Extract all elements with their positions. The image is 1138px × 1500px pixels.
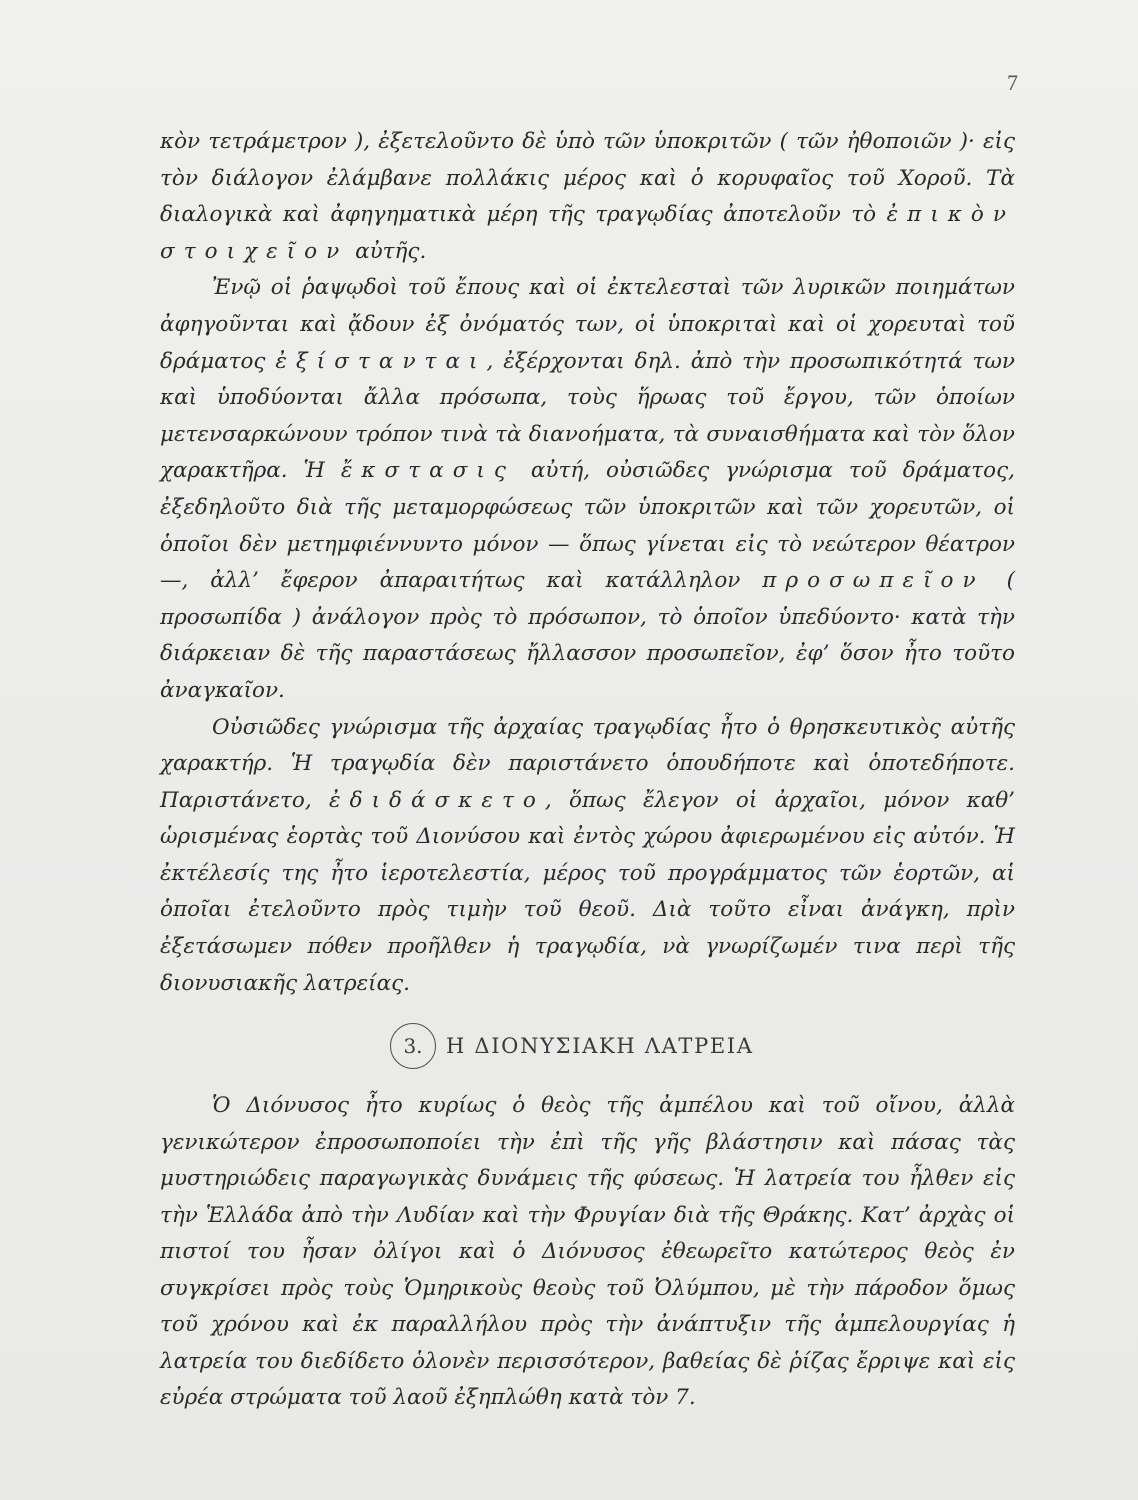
paragraph-2-spaced-term-1: ἐξίστανται xyxy=(275,348,487,374)
paragraph-3-text-a: Οὐσιῶδες γνώρισμα τῆς ἀρχαίας τραγῳδίας ἦτο ὁ θρησκευτικὸς αὐτῆς χαρακτήρ. Ἡ τραγῳδία δὲν παριστάνετο ὁπουδήποτε καὶ ὁποτεδήποτε. Παριστάνετο, xyxy=(160,714,1015,813)
paragraph-1-spaced-term: ἐπικὸν στοιχεῖον xyxy=(160,202,1015,264)
section-heading xyxy=(390,1022,754,1070)
paragraph-1-text-a: κὸν τετράμετρον ), ἐξετελοῦντο δὲ ὑπὸ τῶν ὑποκριτῶν ( τῶν ἠθοποιῶν )· εἰς τὸν διάλογον ἐλάμβανε πολλάκις μέρος καὶ ὁ κορυφαῖος τοῦ Χοροῦ. Τὰ διαλογικὰ καὶ ἀφηγηματικὰ μέρη τῆς τραγῳδίας ἀποτελοῦν τὸ xyxy=(160,129,1015,228)
paragraph-3 xyxy=(160,710,1015,1003)
paragraph-1-text-b: αὐτῆς. xyxy=(348,238,427,264)
page-number: 7 xyxy=(1007,70,1018,95)
section-title: Η ΔΙΟΝΥΣΙΑΚΗ ΛΑΤΡΕΙΑ xyxy=(446,1034,754,1058)
paragraph-2 xyxy=(160,270,1015,709)
paragraph-2-spaced-term-3: προσωπεῖον xyxy=(762,568,985,594)
paragraph-2-text-c: αὐτή, οὐσιῶδες γνώρισμα τοῦ δράματος, ἐξεδηλοῦτο διὰ τῆς μεταμορφώσεως τῶν ὑποκριτῶν καὶ τῶν χορευτῶν, οἱ ὁποῖοι δὲν μετημφιέννυντο μόνον — ὅπως γίνεται εἰς τὸ νεώτερον θέατρον —, ἀλλ’ ἔφερον ἀπαραιτήτως καὶ κατάλληλον xyxy=(160,458,1016,594)
paragraph-2-text-d: ( προσωπίδα ) ἀνάλογον πρὸς τὸ πρόσωπον, τὸ ὁποῖον ὑπεδύοντο· κατὰ τὴν διάρκειαν δὲ τῆς παραστάσεως ἤλλασσον προσωπεῖον, ἐφ’ ὅσον ἦτο τοῦτο ἀναγκαῖον. xyxy=(160,568,1015,703)
paragraph-1 xyxy=(160,124,1015,270)
paragraph-2-text-b: , ἐξέρχονται δηλ. ἀπὸ τὴν προσωπικότητά των καὶ ὑποδύονται ἄλλα πρόσωπα, τοὺς ἥρωας τοῦ ἔργου, τῶν ὁποίων μετενσαρκώνουν τρόπον τινὰ τὰ διανοήματα, τὰ συναισθήματα καὶ τὸν ὅλον χαρακτῆρα. Ἡ xyxy=(160,348,1015,484)
paragraph-2-spaced-term-2: ἔκστασις xyxy=(340,458,515,484)
text-block-lower xyxy=(160,1088,1015,1417)
paragraph-4: Ὁ Διόνυσος ἦτο κυρίως ὁ θεὸς τῆς ἀμπέλου καὶ τοῦ οἴνου, ἀλλὰ γενικώτερον ἐπροσωποποίει τὴν ἐπὶ τῆς γῆς βλάστησιν καὶ πάσας τὰς μυστηριώδεις παραγωγικὰς δυνάμεις τῆς φύσεως. Ἡ λατρεία του ἦλθεν εἰς τὴν Ἑλλάδα ἀπὸ τὴν Λυδίαν καὶ τὴν Φρυγίαν διὰ τῆς Θράκης. Κατ’ ἀρχὰς οἱ πιστοί του ἦσαν ὀλίγοι καὶ ὁ Διόνυσος ἐθεωρεῖτο κατώτερος θεὸς ἐν συγκρίσει πρὸς τοὺς Ὁμηρικοὺς θεοὺς τοῦ Ὀλύμπου, μὲ τὴν πάροδον ὅμως τοῦ χρόνου καὶ ἐκ παραλλήλου πρὸς τὴν ἀνάπτυξιν τῆς ἀμπελουργίας ἡ λατρεία του διεδίδετο ὁλονὲν περισσότερον, βαθείας δὲ ῥίζας ἔρριψε καὶ εἰς εὐρέα στρώματα τοῦ λαοῦ ἐξηπλώθη κατὰ τὸν 7. xyxy=(160,1093,1015,1410)
paragraph-2-text-a: Ἐνῷ οἱ ῥαψῳδοὶ τοῦ ἔπους καὶ οἱ ἐκτελεσταὶ τῶν λυρικῶν ποιημάτων ἀφηγοῦνται καὶ ᾄδουν ἐξ ὀνόματός των, οἱ ὑποκριταὶ καὶ οἱ χορευταὶ τοῦ δράματος xyxy=(160,275,1015,374)
text-block-upper xyxy=(160,124,1015,1002)
section-number: 3. xyxy=(390,1023,436,1069)
paragraph-3-spaced-term: ἐδιδάσκετο xyxy=(329,787,545,813)
paragraph-3-text-b: , ὅπως ἔλεγον οἱ ἀρχαῖοι, μόνον καθ’ ὡρισμένας ἑορτὰς τοῦ Διονύσου καὶ ἐντὸς χώρου ἀφιερωμένου εἰς αὐτόν. Ἡ ἐκτέλεσίς της ἦτο ἱεροτελεστία, μέρος τοῦ προγράμματος τῶν ἑορτῶν, αἱ ὁποῖαι ἐτελοῦντο πρὸς τιμὴν τοῦ θεοῦ. Διὰ τοῦτο εἶναι ἀνάγκη, πρὶν ἐξετάσωμεν πόθεν προῆλθεν ἡ τραγῳδία, νὰ γνωρίζωμέν τινα περὶ τῆς διονυσιακῆς λατρείας. xyxy=(160,787,1016,996)
